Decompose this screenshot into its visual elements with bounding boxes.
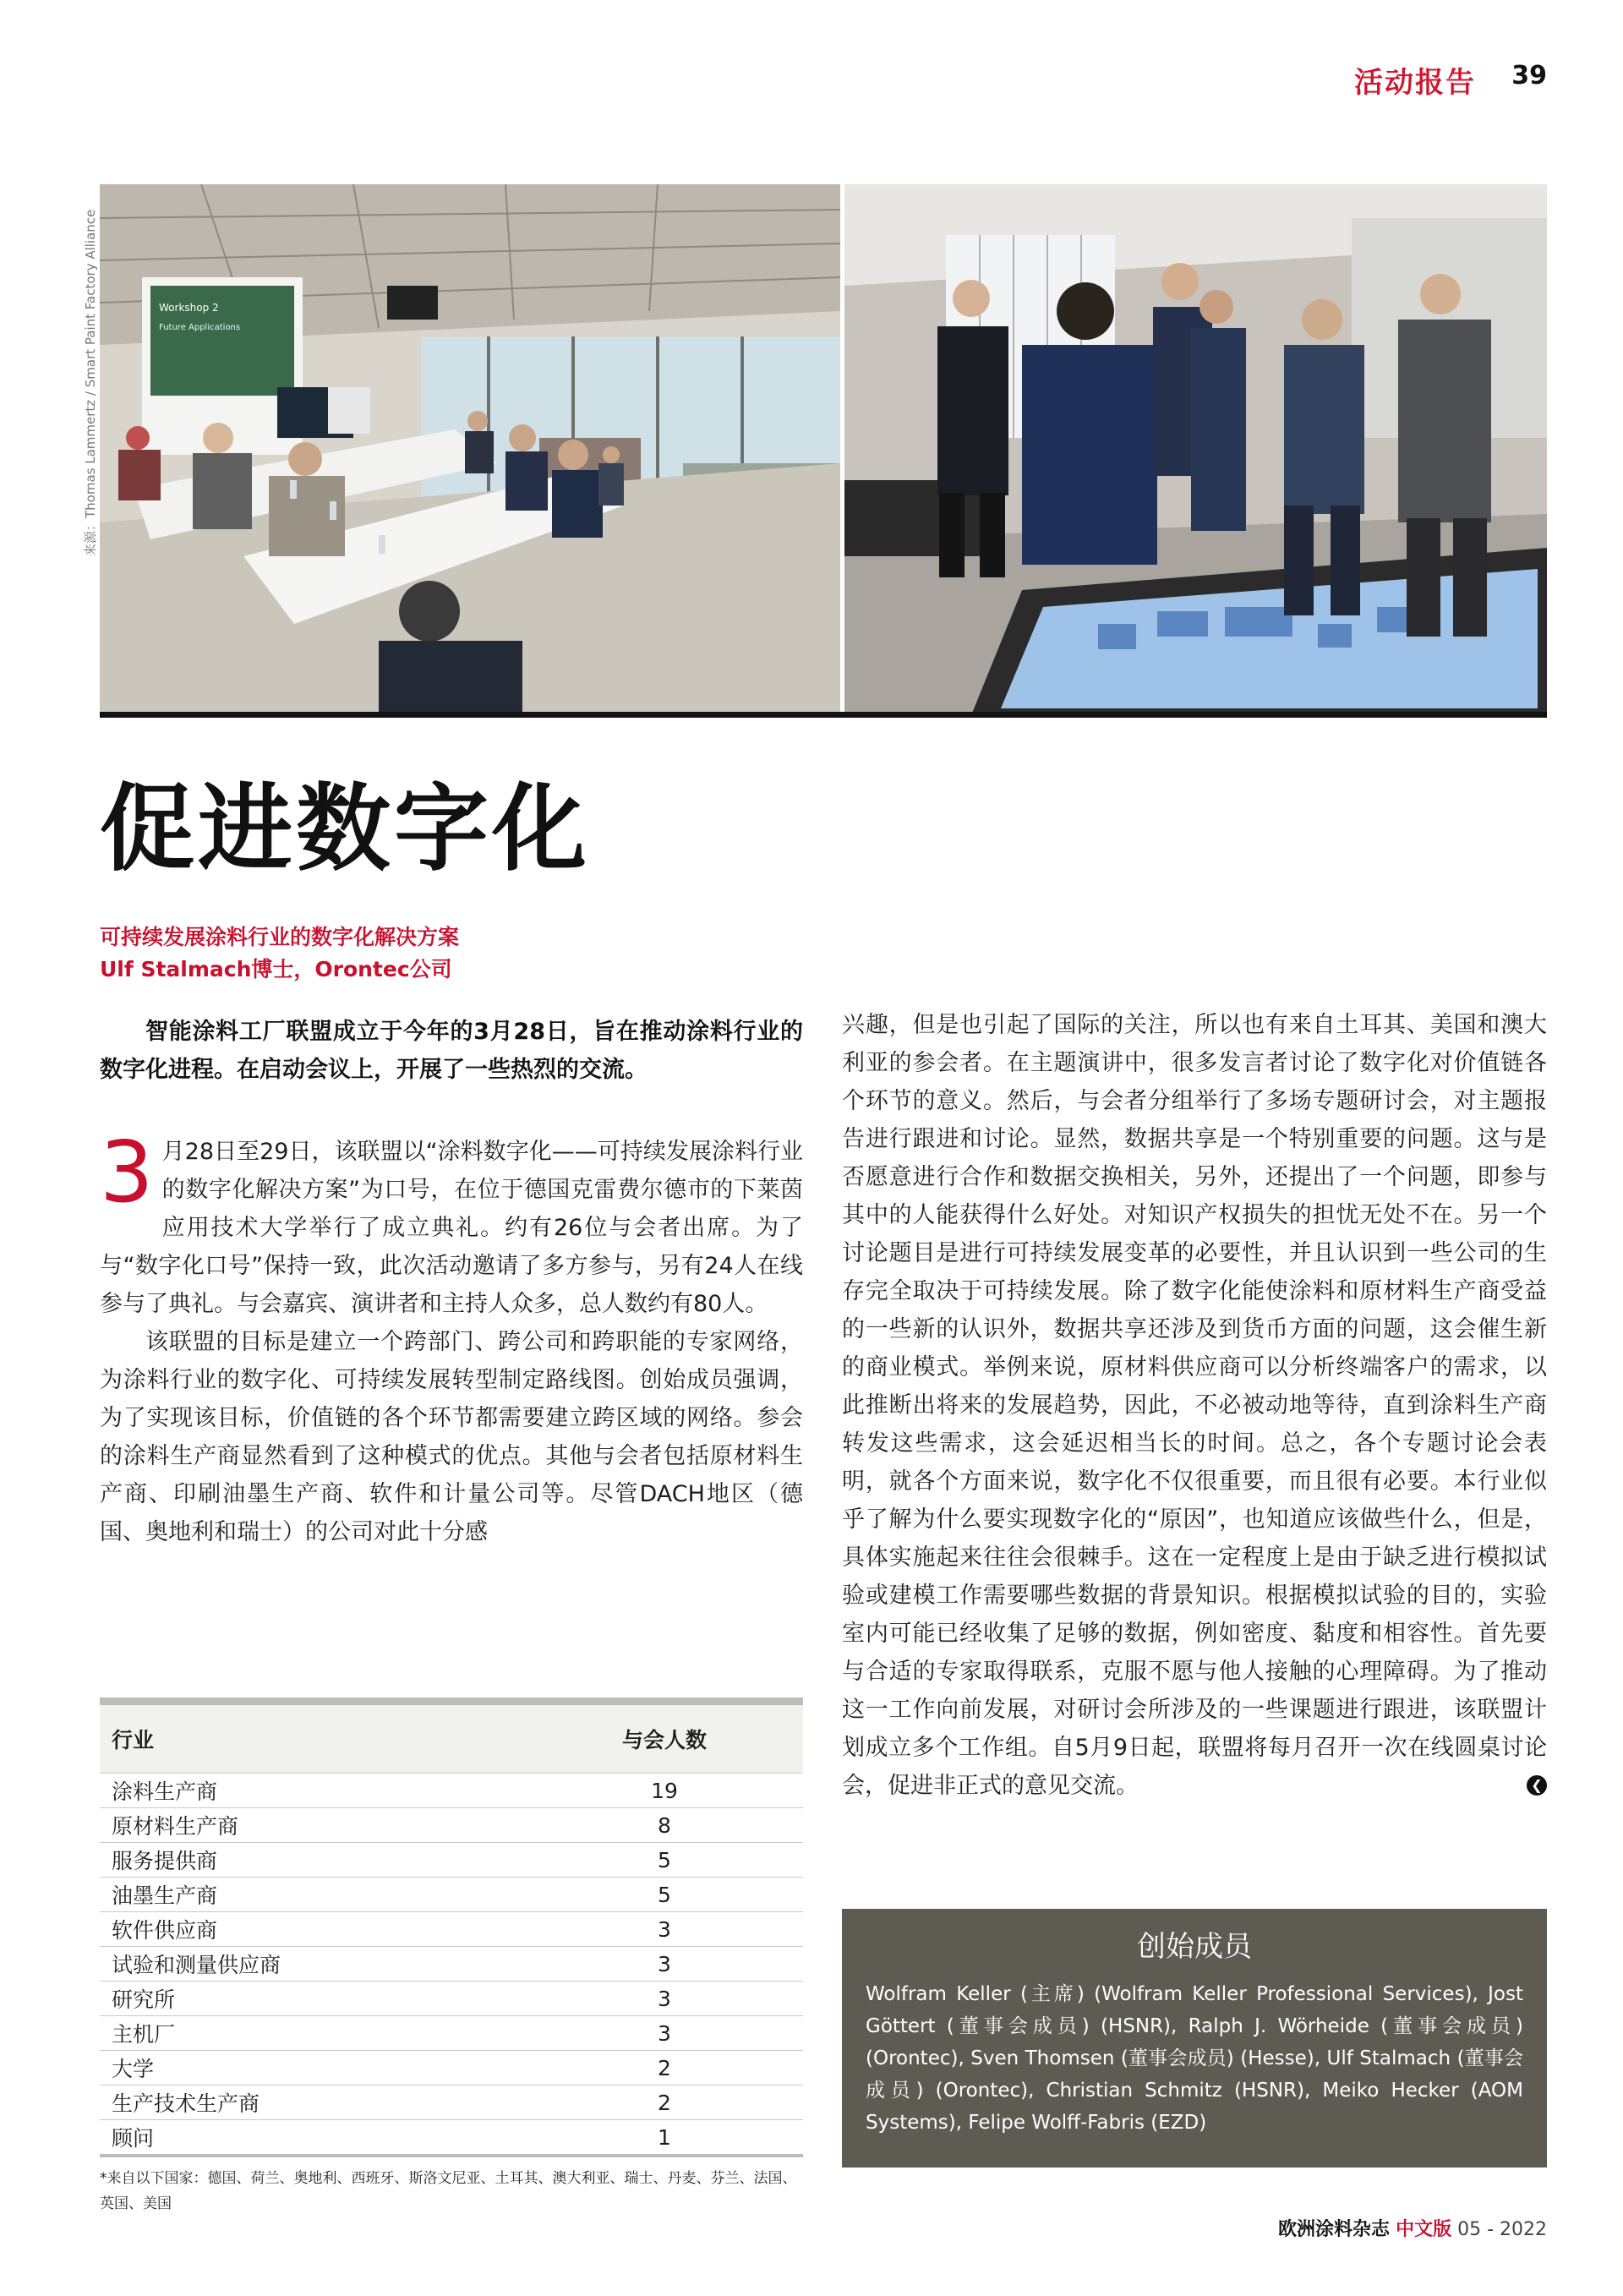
footer-issue: 05 - 2022 [1457,2219,1547,2240]
count-cell: 8 [526,1808,803,1843]
photo-strip [100,184,1547,715]
count-cell: 5 [526,1843,803,1878]
table-footnote: *来自以下国家：德国、荷兰、奥地利、西班牙、斯洛文尼亚、土耳其、澳大利亚、瑞士、丹麦、芬兰、法国、英国、美国 [100,2170,797,2212]
left-column [100,1123,803,1551]
article-subtitle: 可持续发展涂料行业的数字化解决方案 [100,925,460,949]
count-cell: 2 [526,2051,803,2086]
count-cell: 3 [526,1982,803,2016]
body-paragraph-2: 该联盟的目标是建立一个跨部门、跨公司和跨职能的专家网络，为涂料行业的数字化、可持续发展转型制定路线图。创始成员强调，为了实现该目标，价值链的各个环节都需要建立跨区域的网络。参会的涂料生产商显然看到了这种模式的优点。其他与会者包括原材料生产商、印刷油墨生产商、软件和计量公司等。尽管DACH地区（德国、奥地利和瑞士）的公司对此十分感 [100,1329,803,1545]
footer [1278,2215,1547,2241]
industry-cell: 原材料生产商 [100,1808,526,1843]
networking-group-photo [844,184,1547,715]
photo-credit-text: 来源：Thomas Lammertz / Smart Paint Factory Alliance [83,209,98,556]
lead-paragraph: 智能涂料工厂联盟成立于今年的3月28日，旨在推动涂料行业的数字化进程。在启动会议上，开展了一些热烈的交流。 [100,1019,803,1083]
photo-credit [81,184,101,556]
founders-text: Wolfram Keller (主席) (Wolfram Keller Professional Services), Jost Göttert (董事会成员) (HSNR), Ralph J. Wörheide (董事会成员) (Orontec), Sven Thomsen (董事会成员) (Hesse), Ulf Stalmach (董事会成员) (Orontec), Christian Schmitz (HSNR), Meiko Hecker (AOM Systems), Felipe Wolff-Fabris (EZD) [866,1983,1523,2134]
industry-cell: 涂料生产商 [100,1774,526,1808]
table-row [100,1878,803,1912]
table-row [100,1947,803,1982]
count-cell: 2 [526,2086,803,2120]
body-paragraph-1 [100,1123,803,1323]
count-cell: 3 [526,2016,803,2051]
footer-edition: 中文版 [1396,2219,1452,2240]
count-cell: 3 [526,1912,803,1947]
header-count: 与会人数 [526,1702,803,1774]
header-industry: 行业 [100,1702,526,1774]
page-number: 39 [1511,61,1547,90]
table-row [100,2016,803,2051]
header [1319,59,1547,101]
industry-cell: 主机厂 [100,2016,526,2051]
right-column [842,1006,1547,1805]
article-author: Ulf Stalmach博士，Orontec公司 [100,957,452,981]
industry-cell: 生产技术生产商 [100,2086,526,2120]
table-row [100,1982,803,2016]
industry-cell: 顾问 [100,2120,526,2157]
industry-cell: 试验和测量供应商 [100,1947,526,1982]
article-subtitle-block [100,921,459,986]
table-row [100,1912,803,1947]
founders-title: 创始成员 [1137,1930,1252,1964]
founders-box [842,1909,1547,2168]
table-row [100,2051,803,2086]
paragraph-3-text: 兴趣，但是也引起了国际的关注，所以也有来自土耳其、美国和澳大利亚的参会者。在主题演讲中，很多发言者讨论了数字化对价值链各个环节的意义。然后，与会者分组举行了多场专题研讨会，对主题报告进行跟进和讨论。显然，数据共享是一个特别重要的问题。这与是否愿意进行合作和数据交换相关，另外，还提出了一个问题，即参与其中的人能获得什么好处。对知识产权损失的担忧无处不在。另一个讨论题目是进行可持续发展变革的必要性，并且认识到一些公司的生存完全取决于可持续发展。除了数字化能使涂料和原材料生产商受益的一些新的认识外，数据共享还涉及到货币方面的问题，这会催生新的商业模式。举例来说，原材料供应商可以分析终端客户的需求，以此推断出将来的发展趋势，因此，不必被动地等待，直到涂料生产商转发这些需求，这会延迟相当长的时间。总之，各个专题讨论会表明，就各个方面来说，数字化不仅很重要，而且很有必要。本行业似乎了解为什么要实现数字化的“原因”，也知道应该做些什么，但是，具体实施起来往往会很棘手。这在一定程度上是由于缺乏进行模拟试验或建模工作需要哪些数据的背景知识。根据模拟试验的目的，实验室内可能已经收集了足够的数据，例如密度、黏度和相容性。首先要与合适的专家取得联系，克服不愿与他人接触的心理障碍。为了推动这一工作向前发展，对研讨会所涉及的一些课题进行跟进，该联盟计划成立多个工作组。自5月9日起，联盟将每月召开一次在线圆桌讨论会，促进非正式的意见交流。 [842,1012,1547,1799]
drop-cap: 3 [100,1123,154,1222]
end-of-article-icon: ❮ [1527,1775,1547,1796]
table-row [100,1808,803,1843]
count-cell: 19 [526,1774,803,1808]
article-title: 促进数字化 [100,774,590,884]
screen-subtitle: Future Applications [159,323,241,332]
screen-title: Workshop 2 [159,302,219,314]
table-row [100,1843,803,1878]
table-row [100,2086,803,2120]
count-cell: 5 [526,1878,803,1912]
table-header-row [100,1702,803,1774]
industry-cell: 油墨生产商 [100,1878,526,1912]
table-row [100,1774,803,1808]
footer-magazine: 欧洲涂料杂志 [1278,2219,1391,2240]
table-row [100,2120,803,2157]
body-paragraph-3 [842,1006,1547,1805]
industry-cell: 研究所 [100,1982,526,2016]
count-cell: 3 [526,1947,803,1982]
conference-room-photo [100,184,840,715]
table-body [100,1774,803,2157]
attendee-table [100,1697,803,2157]
industry-cell: 软件供应商 [100,1912,526,1947]
industry-cell: 大学 [100,2051,526,2086]
section-label: 活动报告 [1354,66,1476,100]
industry-cell: 服务提供商 [100,1843,526,1878]
paragraph-1-text: 月28日至29日，该联盟以“涂料数字化——可持续发展涂料行业的数字化解决方案”为口号，在位于德国克雷费尔德市的下莱茵应用技术大学举行了成立典礼。约有26位与会者出席。为了与“数字化口号”保持一致，此次活动邀请了多方参与，另有24人在线参与了典礼。与会嘉宾、演讲者和主持人众多，总人数约有80人。 [100,1139,803,1317]
photo-rule [100,712,1547,718]
count-cell: 1 [526,2120,803,2157]
